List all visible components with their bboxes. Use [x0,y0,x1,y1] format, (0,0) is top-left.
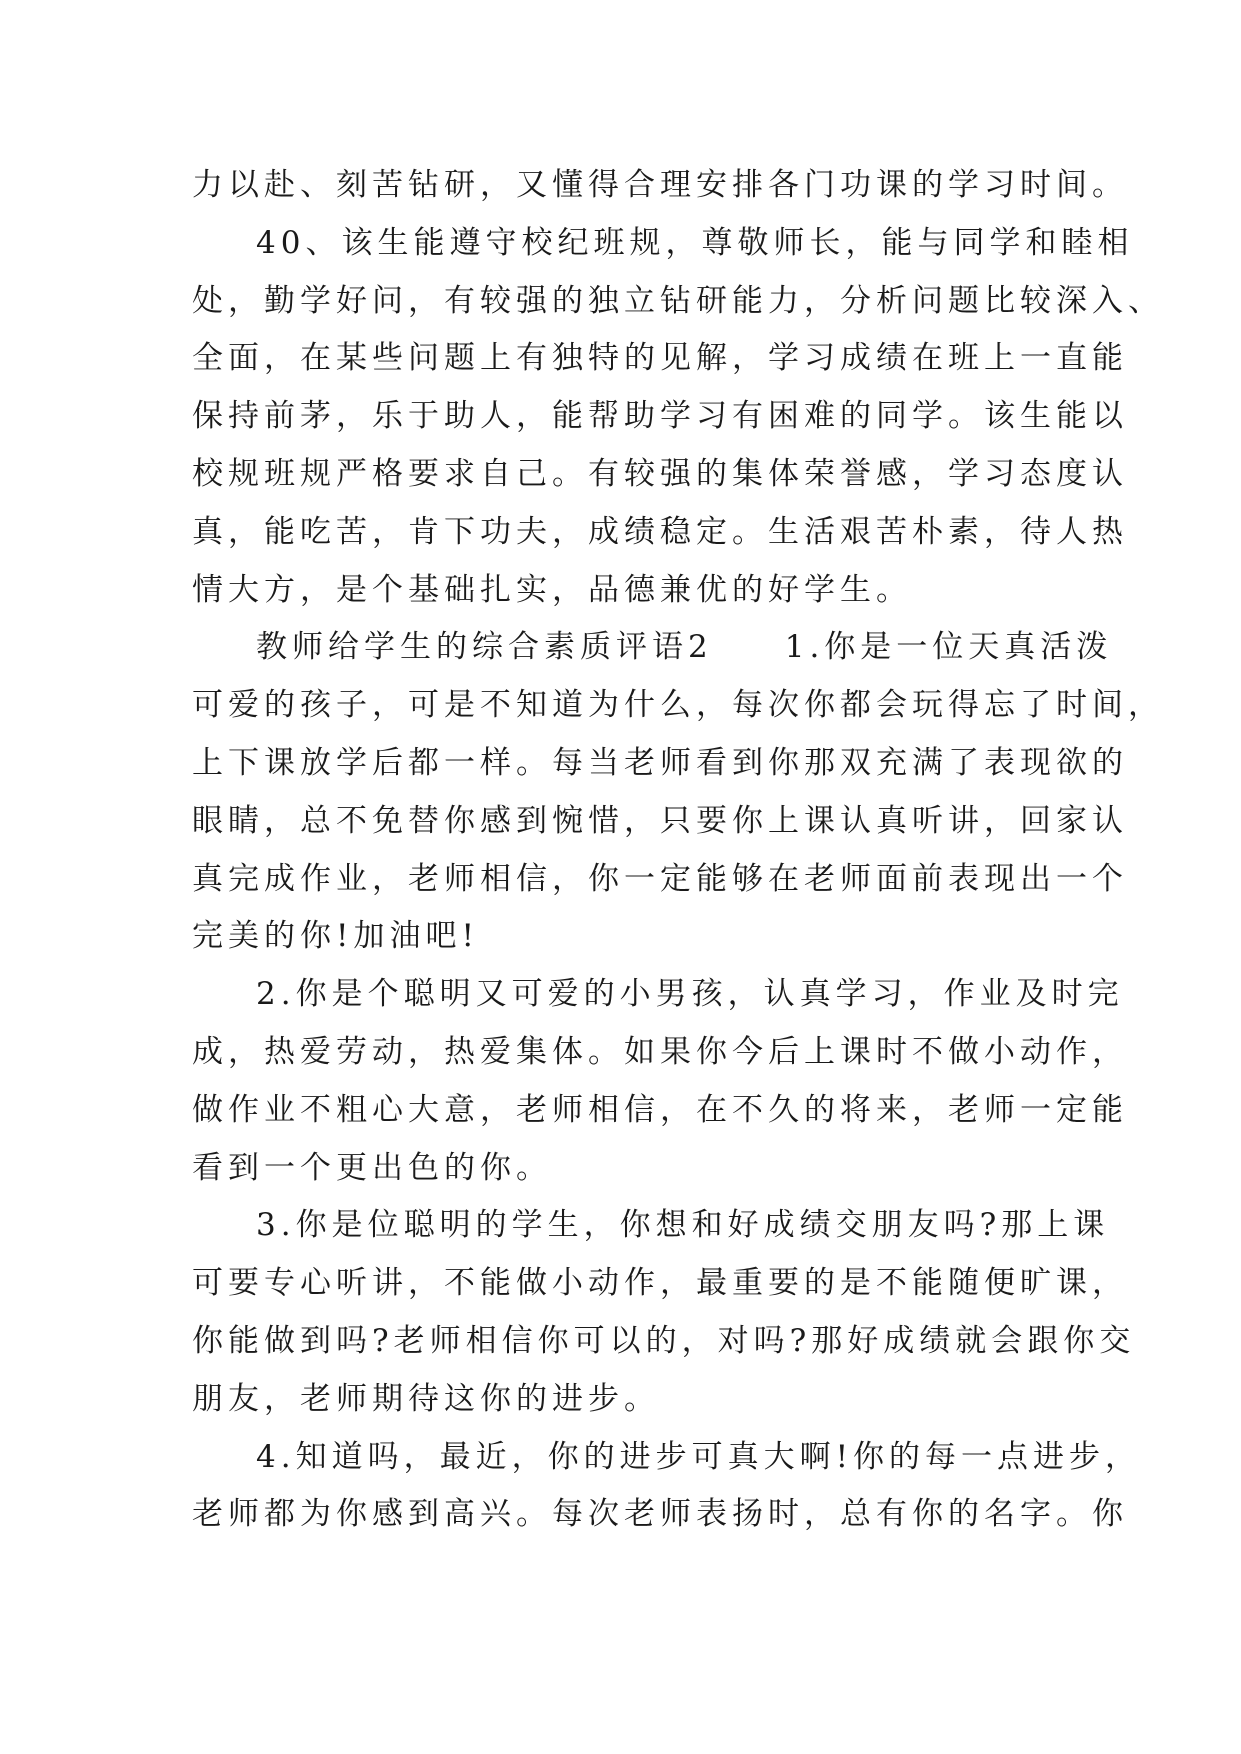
document-body [192,157,1164,1544]
paragraph-start-line: 3.你是位聪明的学生，你想和好成绩交朋友吗?那上课 [256,1207,1110,1244]
text-line: 可爱的孩子，可是不知道为什么，每次你都会玩得忘了时间， [192,687,1164,724]
text-line: 做作业不粗心大意，老师相信，在不久的将来，老师一定能 [192,1091,1128,1128]
text-line: 处，勤学好问，有较强的独立钻研能力，分析问题比较深入、 [192,282,1164,319]
text-line: 你能做到吗?老师相信你可以的，对吗?那好成绩就会跟你交 [192,1322,1136,1359]
text-line: 保持前茅，乐于助人，能帮助学习有困难的同学。该生能以 [192,398,1128,435]
paragraph-start-line: 2.你是个聪明又可爱的小男孩，认真学习，作业及时完 [256,976,1124,1013]
section-heading-line: 教师给学生的综合素质评语2 1.你是一位天真活泼 [256,629,1113,666]
paragraph-start-line: 4.知道吗，最近，你的进步可真大啊!你的每一点进步， [256,1438,1142,1475]
text-line: 校规班规严格要求自己。有较强的集体荣誉感，学习态度认 [192,455,1128,492]
text-line: 眼睛，总不免替你感到惋惜，只要你上课认真听讲，回家认 [192,802,1128,839]
text-line: 上下课放学后都一样。每当老师看到你那双充满了表现欲的 [192,744,1128,781]
text-line: 朋友，老师期待这你的进步。 [192,1380,660,1417]
text-line: 看到一个更出色的你。 [192,1149,552,1186]
paragraph-start-line: 40、该生能遵守校纪班规，尊敬师长，能与同学和睦相 [256,224,1134,261]
text-line: 老师都为你感到高兴。每次老师表扬时，总有你的名字。你 [192,1496,1128,1533]
text-line: 力以赴、刻苦钻研，又懂得合理安排各门功课的学习时间。 [192,167,1128,203]
text-line: 成，热爱劳动，热爱集体。如果你今后上课时不做小动作， [192,1033,1128,1070]
text-line: 完美的你!加油吧! [192,918,479,955]
text-line: 真，能吃苦，肯下功夫，成绩稳定。生活艰苦朴素，待人热 [192,513,1128,550]
text-line: 可要专心听讲，不能做小动作，最重要的是不能随便旷课， [192,1265,1128,1302]
text-line: 情大方，是个基础扎实，品德兼优的好学生。 [192,571,912,608]
text-line: 全面，在某些问题上有独特的见解，学习成绩在班上一直能 [192,340,1128,377]
text-line: 真完成作业，老师相信，你一定能够在老师面前表现出一个 [192,860,1128,897]
